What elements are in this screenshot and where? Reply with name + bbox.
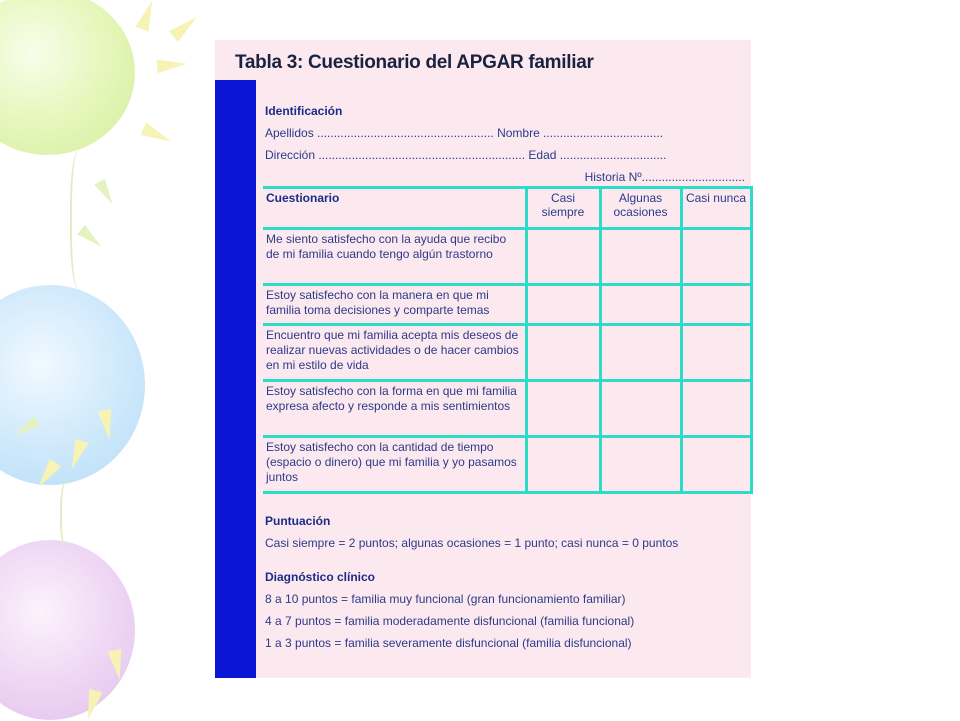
balloon-string-decoration — [60, 480, 78, 550]
pink-balloon-decoration — [0, 540, 135, 720]
answer-cell — [526, 381, 600, 437]
sparkle-decoration — [156, 57, 187, 74]
option-header-algunas-ocasiones: Algunas ocasiones — [600, 188, 681, 229]
blue-balloon-decoration — [0, 285, 145, 485]
sparkle-decoration — [135, 0, 158, 31]
scoring-text: Casi siempre = 2 puntos; algunas ocasiones = 1 punto; casi nunca = 0 puntos — [265, 536, 679, 550]
sparkle-decoration — [65, 439, 88, 472]
identification-heading: Identificación — [265, 104, 343, 118]
questionnaire-header: Cuestionario — [263, 188, 526, 229]
questionnaire-table — [263, 186, 753, 494]
table-row — [263, 381, 751, 437]
sparkle-decoration — [77, 225, 105, 251]
identification-history-line: Historia Nº............................... — [584, 170, 745, 184]
table-row — [263, 437, 751, 493]
sparkle-decoration — [12, 416, 41, 439]
answer-cell — [526, 229, 600, 285]
answer-cell — [600, 437, 681, 493]
apgar-questionnaire-document — [215, 40, 751, 678]
option-header-casi-siempre: Casi siempre — [526, 188, 600, 229]
sparkle-decoration — [94, 179, 117, 208]
document-sidebar-bar — [215, 80, 256, 678]
diagnosis-line: 1 a 3 puntos = familia severamente disfuncional (familia disfuncional) — [265, 636, 632, 650]
answer-cell — [681, 229, 751, 285]
scoring-heading: Puntuación — [265, 514, 331, 528]
table-row — [263, 285, 751, 325]
sparkle-decoration — [81, 689, 102, 721]
option-header-casi-nunca: Casi nunca — [681, 188, 751, 229]
diagnosis-heading: Diagnóstico clínico — [265, 570, 376, 584]
scoring-and-diagnosis-section — [265, 510, 751, 654]
identification-address-line: Dirección .............................................................. Edad ................................ — [265, 148, 667, 162]
answer-cell — [600, 325, 681, 381]
answer-cell — [681, 285, 751, 325]
diagnosis-line: 4 a 7 puntos = familia moderadamente disfuncional (familia funcional) — [265, 614, 635, 628]
sparkle-decoration — [98, 409, 117, 441]
question-item: Encuentro que mi familia acepta mis deseos de realizar nuevas actividades o de hacer cambios en mi estilo de vida — [263, 325, 526, 381]
questionnaire-header-row — [263, 188, 751, 229]
identification-name-line: Apellidos ..................................................... Nombre .................................... — [265, 126, 664, 140]
answer-cell — [681, 325, 751, 381]
identification-section — [265, 100, 751, 188]
answer-cell — [600, 381, 681, 437]
question-item: Estoy satisfecho con la manera en que mi familia toma decisiones y comparte temas — [263, 285, 526, 325]
green-balloon-decoration — [0, 0, 135, 155]
sparkle-decoration — [140, 122, 173, 147]
question-item: Estoy satisfecho con la forma en que mi familia expresa afecto y responde a mis sentimientos — [263, 381, 526, 437]
answer-cell — [681, 437, 751, 493]
sparkle-decoration — [33, 459, 62, 492]
balloon-string-decoration — [70, 150, 92, 290]
diagnosis-line: 8 a 10 puntos = familia muy funcional (gran funcionamiento familiar) — [265, 592, 626, 606]
answer-cell — [526, 325, 600, 381]
answer-cell — [600, 285, 681, 325]
question-item: Me siento satisfecho con la ayuda que recibo de mi familia cuando tengo algún trastorno — [263, 229, 526, 285]
answer-cell — [681, 381, 751, 437]
table-row — [263, 229, 751, 285]
question-item: Estoy satisfecho con la cantidad de tiempo (espacio o dinero) que mi familia y yo pasamos juntos — [263, 437, 526, 493]
document-title: Tabla 3: Cuestionario del APGAR familiar — [235, 52, 594, 73]
sparkle-decoration — [108, 649, 127, 681]
sparkle-decoration — [169, 12, 201, 42]
answer-cell — [526, 437, 600, 493]
table-row — [263, 325, 751, 381]
answer-cell — [526, 285, 600, 325]
answer-cell — [600, 229, 681, 285]
